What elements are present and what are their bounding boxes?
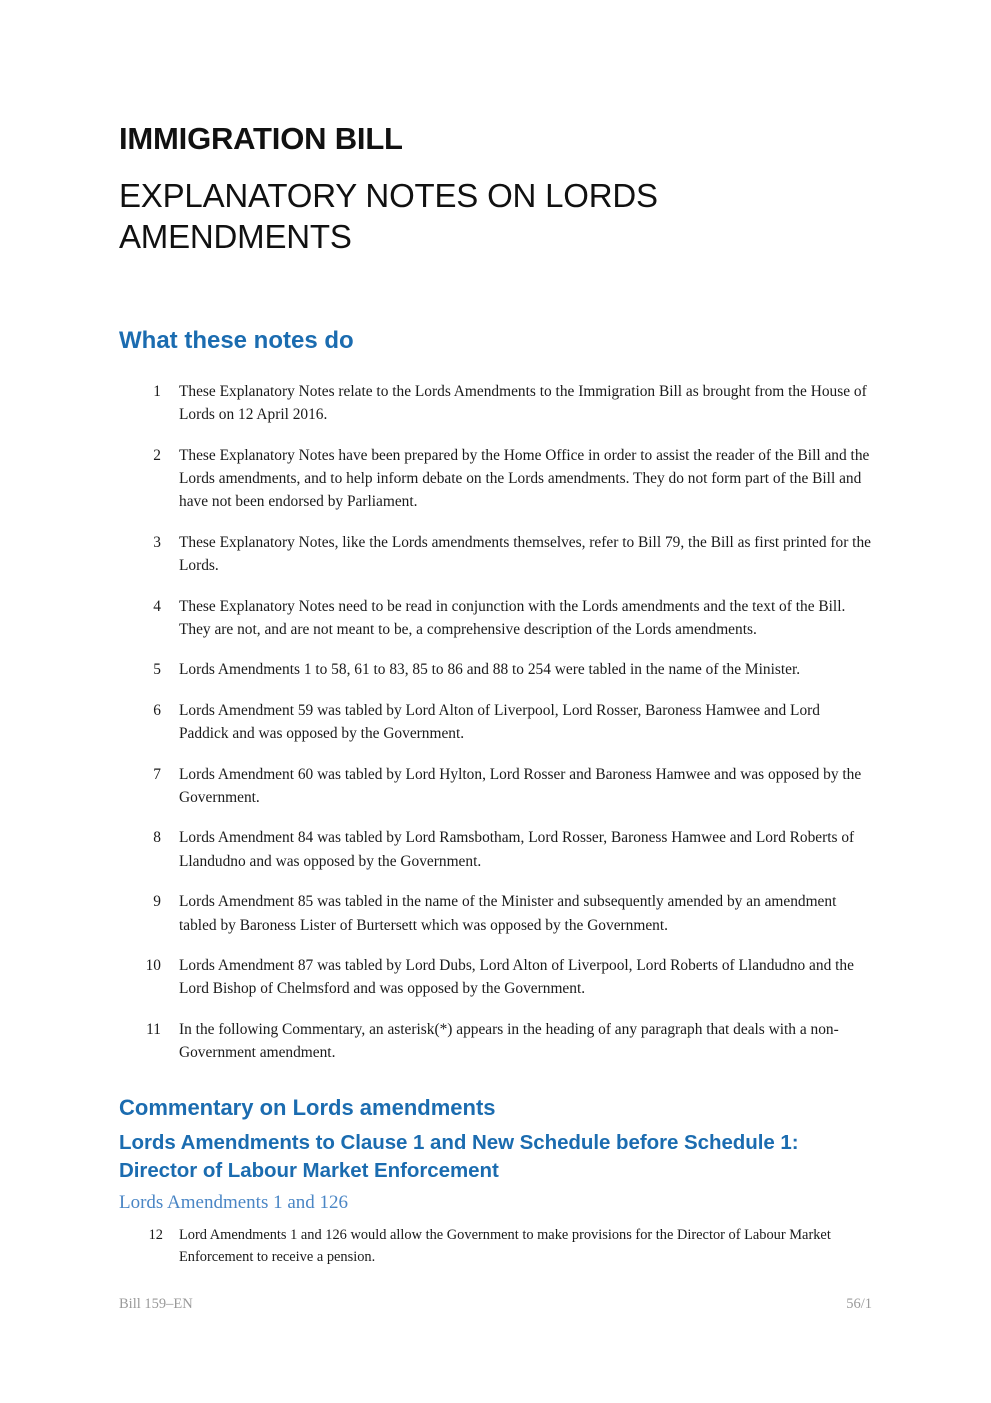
- intro-paragraph-list: [119, 356, 872, 1065]
- paragraph-item: [119, 954, 872, 1001]
- document-subtitle: EXPLANATORY NOTES ON LORDS AMENDMENTS: [119, 177, 658, 255]
- paragraph-number: 6: [153, 701, 161, 719]
- paragraph-text: Lords Amendment 59 was tabled by Lord Alton of Liverpool, Lord Rosser, Baroness Hamwee and Lord Paddick and was opposed by the Government.: [179, 701, 820, 743]
- document-title: IMMIGRATION BILL: [119, 121, 403, 156]
- paragraph-item: [119, 826, 872, 873]
- paragraph-number: 9: [153, 893, 161, 911]
- paragraph-text: Lords Amendment 87 was tabled by Lord Dubs, Lord Alton of Liverpool, Lord Roberts of Llandudno and the Lord Bishop of Chelmsford and was opposed by the Government.: [179, 957, 854, 998]
- paragraph-number: 4: [153, 597, 161, 615]
- paragraph-number: 2: [153, 446, 161, 464]
- paragraph-number: 11: [146, 1020, 161, 1038]
- paragraph-number: 7: [153, 765, 161, 783]
- paragraph-item: [119, 1224, 872, 1269]
- paragraph-text: These Explanatory Notes relate to the Lords Amendments to the Immigration Bill as brought from the House of Lords on 12 April 2016.: [179, 382, 867, 424]
- paragraph-item: [119, 1018, 872, 1065]
- paragraph-item: [119, 595, 872, 642]
- paragraph-text: In the following Commentary, an asterisk(*) appears in the heading of any paragraph that deals with a non-Government amendment.: [179, 1020, 839, 1062]
- paragraph-number: 8: [153, 829, 161, 847]
- paragraph-number: 10: [145, 957, 161, 975]
- footer-bill-reference: Bill 159–EN: [119, 1296, 193, 1312]
- paragraph-item: [119, 531, 872, 578]
- paragraph-number: 1: [153, 382, 161, 400]
- paragraph-number: 5: [153, 661, 161, 679]
- page-footer: [119, 1296, 872, 1313]
- paragraph-text: Lords Amendment 84 was tabled by Lord Ramsbotham, Lord Rosser, Baroness Hamwee and Lord Roberts of Llandudno and was opposed by the Government.: [179, 829, 855, 870]
- section-heading-what-these-notes-do: What these notes do: [119, 326, 354, 354]
- paragraph-text: Lords Amendment 60 was tabled by Lord Hylton, Lord Rosser and Baroness Hamwee and was opposed by the Government.: [179, 765, 862, 807]
- page-content: [119, 0, 872, 1269]
- section-heading-commentary: Commentary on Lords amendments: [119, 1094, 496, 1120]
- paragraph-text: These Explanatory Notes, like the Lords amendments themselves, refer to Bill 79, the Bill as first printed for the Lords.: [179, 533, 871, 575]
- paragraph-number: 12: [148, 1227, 163, 1244]
- paragraph-text: These Explanatory Notes need to be read in conjunction with the Lords amendments and the text of the Bill. They are not, and are not meant to be, a comprehensive description of the Lords amendments.: [179, 597, 846, 639]
- paragraph-text: Lords Amendments 1 to 58, 61 to 83, 85 to 86 and 88 to 254 were tabled in the name of the Minister.: [179, 661, 801, 679]
- paragraph-text: Lords Amendment 85 was tabled in the name of the Minister and subsequently amended by an amendment tabled by Baroness Lister of Burtersett which was opposed by the Government.: [179, 893, 837, 934]
- commentary-paragraph-list: [119, 1224, 872, 1269]
- paragraph-item: [119, 699, 872, 746]
- paragraph-text: Lord Amendments 1 and 126 would allow the Government to make provisions for the Director of Labour Market Enforcement to receive a pension.: [179, 1227, 831, 1266]
- paragraph-number: 3: [153, 533, 161, 551]
- amendment-subheading: Lords Amendments 1 and 126: [119, 1192, 349, 1214]
- clause-heading: Lords Amendments to Clause 1 and New Schedule before Schedule 1: Director of Labour Market Enforcement: [119, 1131, 799, 1182]
- footer-page-number: 56/1: [846, 1296, 872, 1312]
- paragraph-item: [119, 763, 872, 810]
- paragraph-text: These Explanatory Notes have been prepared by the Home Office in order to assist the reader of the Bill and the Lords amendments, and to help inform debate on the Lords amendments. They do not form part of the Bill and have not been endorsed by Parliament.: [179, 446, 870, 511]
- paragraph-item: [119, 444, 872, 514]
- paragraph-item: [119, 658, 872, 681]
- paragraph-item: [119, 890, 872, 937]
- paragraph-item: [119, 380, 872, 427]
